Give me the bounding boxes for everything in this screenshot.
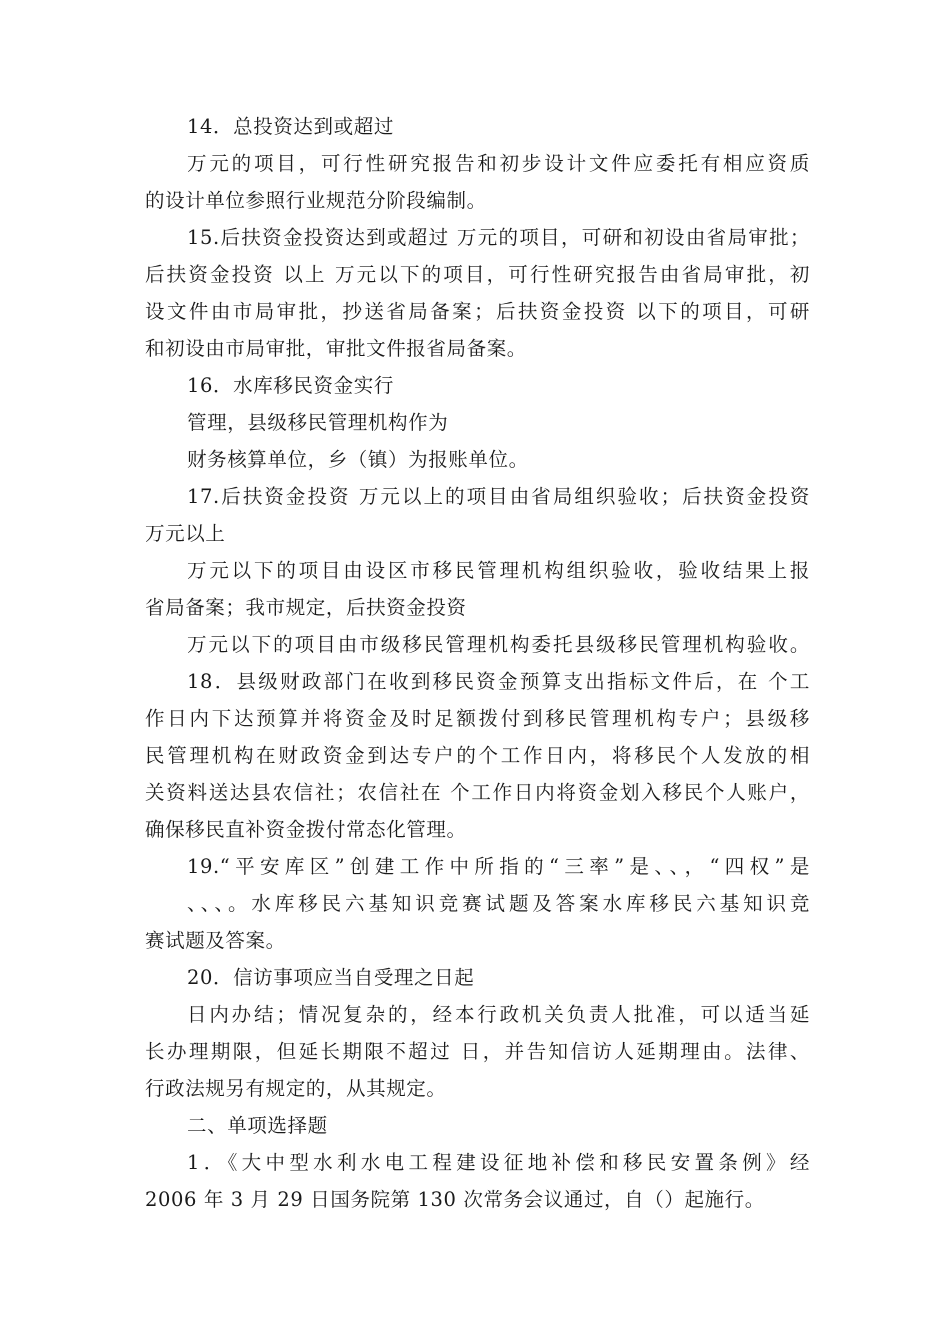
text-line: 财务核算单位，乡（镇）为报账单位。 [187, 448, 529, 471]
text-line: 日内办结；情况复杂的，经本行政机关负责人批准，可以适当延 [187, 1003, 810, 1026]
document-body [145, 108, 810, 1218]
text-line: 万元以下的项目由设区市移民管理机构组织验收，验收结果上报 [187, 559, 810, 582]
text-line: 万元的项目，可行性研究报告和初步设计文件应委托有相应资质 [187, 152, 810, 175]
text-line: 关资料送达县农信社；农信社在 个工作日内将资金划入移民个人账户， [145, 781, 810, 804]
text-line: 长办理期限，但延长期限不超过 日，并告知信访人延期理由。法律、 [145, 1040, 810, 1063]
text-line: 万元以下的项目由市级移民管理机构委托县级移民管理机构验收。 [187, 633, 810, 656]
text-line: 19.“平安库区”创建工作中所指的“三率”是、、，“四权”是 [187, 855, 810, 878]
text-line: 确保移民直补资金拨付常态化管理。 [145, 818, 467, 841]
text-line: 14．总投资达到或超过 [187, 115, 394, 138]
text-line: 20．信访事项应当自受理之日起 [187, 966, 475, 989]
text-line: 民管理机构在财政资金到达专户的个工作日内，将移民个人发放的相 [145, 744, 810, 767]
text-line: 1．《大中型水利水电工程建设征地补偿和移民安置条例》经 [187, 1151, 810, 1174]
text-line: 后扶资金投资 以上 万元以下的项目，可行性研究报告由省局审批，初 [145, 263, 810, 286]
text-line: 和初设由市局审批，审批文件报省局备案。 [145, 337, 527, 360]
text-line: 赛试题及答案。 [145, 929, 286, 952]
text-line: 万元以上 [145, 522, 226, 545]
text-line: 作日内下达预算并将资金及时足额拨付到移民管理机构专户；县级移 [145, 707, 810, 730]
text-line: 二、单项选择题 [187, 1114, 328, 1137]
text-line: 的设计单位参照行业规范分阶段编制。 [145, 189, 487, 212]
text-line: 、、、。水库移民六基知识竞赛试题及答案水库移民六基知识竞 [187, 892, 810, 915]
text-line: 行政法规另有规定的，从其规定。 [145, 1077, 447, 1100]
text-line: 16．水库移民资金实行 [187, 374, 394, 397]
text-line: 17.后扶资金投资 万元以上的项目由省局组织验收；后扶资金投资 [187, 485, 810, 508]
text-line: 18．县级财政部门在收到移民资金预算支出指标文件后，在 个工 [187, 670, 810, 693]
text-line: 2006 年 3 月 29 日国务院第 130 次常务会议通过，自（）起施行。 [145, 1188, 765, 1211]
text-line: 设文件由市局审批，抄送省局备案；后扶资金投资 以下的项目，可研 [145, 300, 810, 323]
text-line: 15.后扶资金投资达到或超过 万元的项目，可研和初设由省局审批； [187, 226, 810, 249]
text-line: 管理，县级移民管理机构作为 [187, 411, 449, 434]
text-line: 省局备案；我市规定，后扶资金投资 [145, 596, 467, 619]
